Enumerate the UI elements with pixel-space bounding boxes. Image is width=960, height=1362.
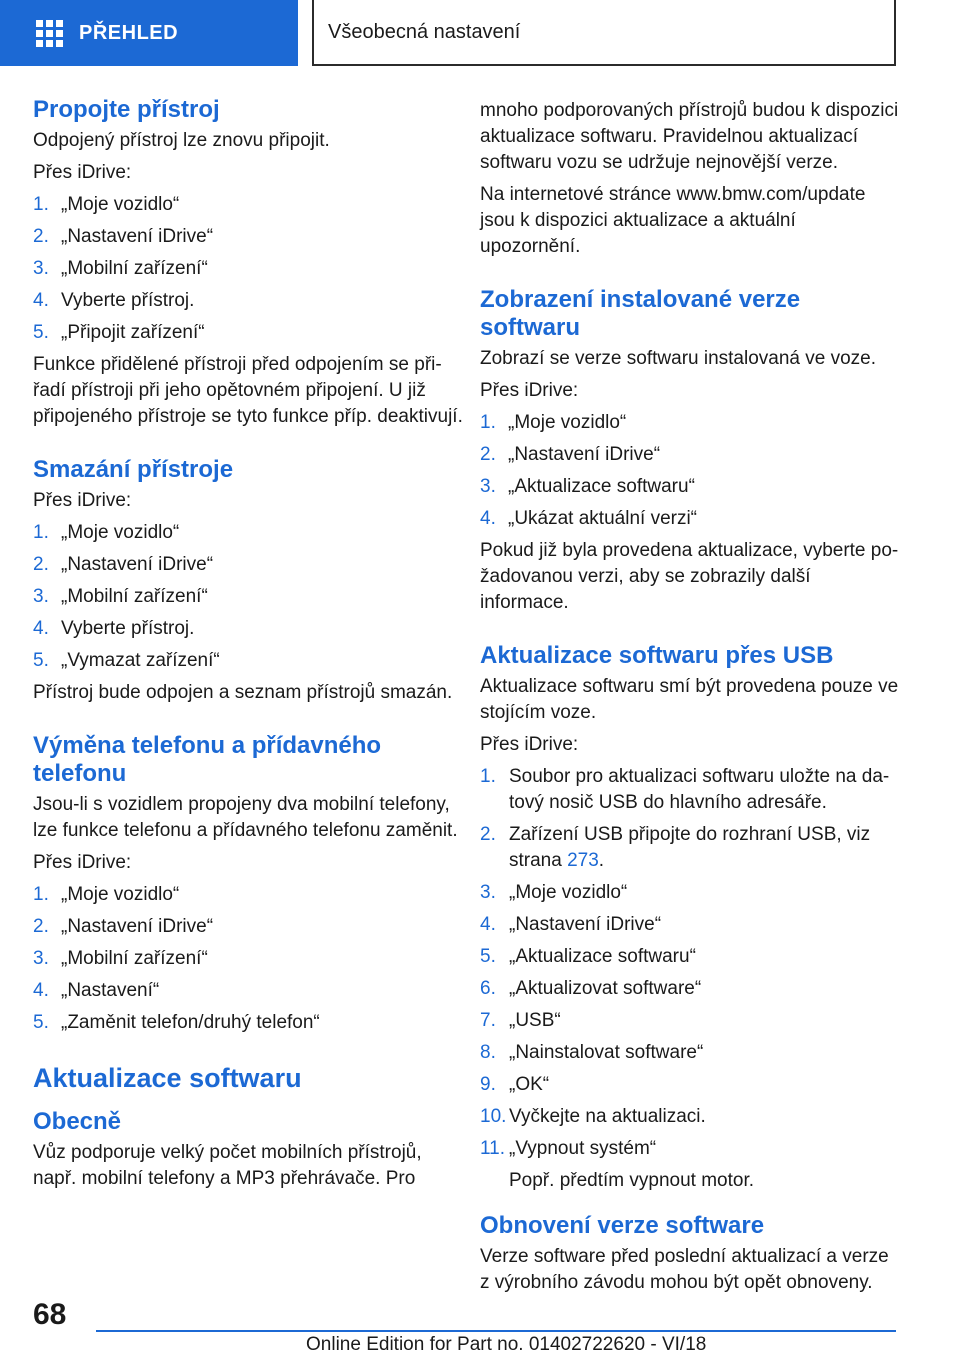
step-number: 3. bbox=[480, 882, 496, 903]
paragraph: Přes iDrive: bbox=[33, 162, 132, 183]
page-number: 68 bbox=[33, 1298, 67, 1331]
paragraph: Pokud již byla provedena aktualizace, vyberte požadovanou verzi, aby se zobrazily další informace. bbox=[480, 540, 899, 613]
step-number: 3. bbox=[480, 476, 496, 497]
step-number: 2. bbox=[33, 226, 49, 247]
paragraph: Verze software před poslední aktualizací a verze z výrobního závodu mohou být opět obnoveny. bbox=[480, 1246, 889, 1293]
paragraph: Přístroj bude odpojen a seznam přístrojů smazán. bbox=[33, 682, 453, 703]
sub-step-note: Popř. předtím vypnout motor. bbox=[509, 1170, 755, 1191]
left-column bbox=[33, 96, 463, 1198]
top-bar bbox=[0, 0, 960, 66]
list-item bbox=[480, 764, 900, 816]
step-number: 3. bbox=[33, 258, 49, 279]
list-item bbox=[33, 224, 463, 250]
step-text bbox=[509, 822, 900, 874]
chapter-heading-software-update: Aktualizace softwaru bbox=[33, 1063, 302, 1093]
section-heading-swap-phone: Výměna telefonu a přídavného telefonu bbox=[33, 732, 382, 787]
paragraph: Přes iDrive: bbox=[33, 490, 132, 511]
steps-list-swap-phone bbox=[33, 882, 463, 1036]
step-number: 2. bbox=[33, 554, 49, 575]
step-text: „OK“ bbox=[509, 1074, 550, 1095]
step-number: 8. bbox=[480, 1042, 496, 1063]
list-item bbox=[480, 474, 900, 500]
list-item bbox=[480, 1008, 900, 1034]
step-text: „Mobilní zařízení“ bbox=[61, 586, 208, 607]
list-item bbox=[33, 946, 463, 972]
paragraph: mnoho podporovaných přístrojů budou k dispozici aktualizace softwaru. Pravidelnou aktualizací softwaru vozu se udržuje nejnovější verze. bbox=[480, 100, 899, 173]
step-text-end: . bbox=[598, 850, 605, 871]
step-number: 2. bbox=[480, 444, 496, 465]
step-text: Soubor pro aktualizaci softwaru uložte na datový nosič USB do hlavního adresáře. bbox=[509, 766, 890, 813]
list-item bbox=[480, 944, 900, 970]
step-text: „Připojit zařízení“ bbox=[61, 322, 205, 343]
step-text: Vyberte přístroj. bbox=[61, 618, 195, 639]
list-item bbox=[480, 410, 900, 436]
step-text: „Moje vozidlo“ bbox=[61, 884, 180, 905]
section-tab[interactable]: Všeobecná nastavení bbox=[312, 0, 896, 66]
list-item bbox=[480, 976, 900, 1002]
step-number: 5. bbox=[33, 1012, 49, 1033]
list-item bbox=[480, 880, 900, 906]
step-text: „Mobilní zařízení“ bbox=[61, 258, 208, 279]
list-item bbox=[33, 914, 463, 940]
paragraph: Přes iDrive: bbox=[33, 852, 132, 873]
list-item bbox=[33, 1010, 463, 1036]
paragraph: Aktualizace softwaru smí být provedena pouze ve stojícím voze. bbox=[480, 676, 899, 723]
step-number: 4. bbox=[480, 914, 496, 935]
steps-list-delete bbox=[33, 520, 463, 674]
step-text: „Vypnout systém“ bbox=[509, 1138, 657, 1159]
steps-list-connect bbox=[33, 192, 463, 346]
step-number: 3. bbox=[33, 948, 49, 969]
step-number: 1. bbox=[480, 766, 496, 787]
step-text: „Mobilní zařízení“ bbox=[61, 948, 208, 969]
section-heading-delete: Smazání přístroje bbox=[33, 456, 234, 483]
paragraph: Na internetové stránce www.bmw.com/update jsou k dispozici aktualizace a aktuální upozornění. bbox=[480, 184, 866, 257]
step-text: Vyčkejte na aktualizaci. bbox=[509, 1106, 706, 1127]
list-item bbox=[480, 1040, 900, 1066]
step-text: Vyberte přístroj. bbox=[61, 290, 195, 311]
section-heading-restore-version: Obnovení verze software bbox=[480, 1212, 765, 1239]
step-text-part: Zařízení USB připojte do rozhraní USB, viz strana bbox=[509, 824, 871, 871]
step-text: „Moje vozidlo“ bbox=[508, 412, 627, 433]
list-item bbox=[480, 912, 900, 938]
list-item bbox=[480, 1136, 900, 1162]
step-number: 4. bbox=[33, 290, 49, 311]
step-number: 9. bbox=[480, 1074, 496, 1095]
step-number: 4. bbox=[33, 980, 49, 1001]
overview-label: PŘEHLED bbox=[79, 21, 179, 44]
steps-list-installed-version bbox=[480, 410, 900, 532]
step-number: 5. bbox=[33, 650, 49, 671]
step-number: 1. bbox=[480, 412, 496, 433]
section-heading-installed-version: Zobrazení instalované verze softwaru bbox=[480, 286, 801, 341]
step-text: „Nastavení“ bbox=[61, 980, 160, 1001]
list-item bbox=[33, 616, 463, 642]
page-reference-link[interactable]: 273 bbox=[567, 850, 599, 871]
step-text: „Nastavení iDrive“ bbox=[61, 916, 214, 937]
overview-tab[interactable] bbox=[0, 0, 298, 66]
step-number: 4. bbox=[480, 508, 496, 529]
step-text: „Nastavení iDrive“ bbox=[61, 554, 214, 575]
list-item bbox=[33, 288, 463, 314]
list-item bbox=[33, 978, 463, 1004]
section-heading-usb-update: Aktualizace softwaru přes USB bbox=[480, 642, 834, 669]
step-text: „Moje vozidlo“ bbox=[61, 522, 180, 543]
paragraph: Zobrazí se verze softwaru instalovaná ve voze. bbox=[480, 348, 877, 369]
step-number: 3. bbox=[33, 586, 49, 607]
list-item bbox=[480, 506, 900, 532]
paragraph: Přes iDrive: bbox=[480, 734, 579, 755]
list-item bbox=[33, 584, 463, 610]
step-number: 2. bbox=[33, 916, 49, 937]
step-text: „Nastavení iDrive“ bbox=[508, 444, 661, 465]
step-number: 5. bbox=[33, 322, 49, 343]
list-item bbox=[33, 552, 463, 578]
step-text: „Moje vozidlo“ bbox=[61, 194, 180, 215]
steps-list-usb-update bbox=[480, 764, 900, 1162]
footer-divider bbox=[96, 1330, 896, 1332]
step-number: 4. bbox=[33, 618, 49, 639]
section-heading-connect: Propojte přístroj bbox=[33, 96, 220, 123]
step-number: 1. bbox=[33, 522, 49, 543]
step-text: „Vymazat zařízení“ bbox=[61, 650, 220, 671]
paragraph: Vůz podporuje velký počet mobilních přístrojů, např. mobilní telefony a MP3 přehrávače. Pro bbox=[33, 1142, 422, 1189]
list-item bbox=[480, 822, 900, 874]
list-item bbox=[480, 1104, 900, 1130]
step-text: „USB“ bbox=[509, 1010, 561, 1031]
step-text: „Moje vozidlo“ bbox=[509, 882, 628, 903]
step-text: „Zaměnit telefon/druhý telefon“ bbox=[61, 1012, 320, 1033]
grid-icon bbox=[36, 20, 63, 47]
step-number: 2. bbox=[480, 824, 496, 845]
step-text: „Aktualizovat software“ bbox=[509, 978, 702, 999]
list-item bbox=[33, 520, 463, 546]
paragraph: Odpojený přístroj lze znovu připojit. bbox=[33, 130, 330, 151]
list-item bbox=[33, 648, 463, 674]
paragraph: Přes iDrive: bbox=[480, 380, 579, 401]
list-item bbox=[480, 1072, 900, 1098]
list-item bbox=[33, 192, 463, 218]
step-number: 5. bbox=[480, 946, 496, 967]
list-item bbox=[33, 882, 463, 908]
step-number: 11. bbox=[480, 1138, 506, 1159]
right-column bbox=[480, 98, 900, 1302]
step-text: „Nainstalovat software“ bbox=[509, 1042, 704, 1063]
step-number: 6. bbox=[480, 978, 496, 999]
list-item bbox=[33, 320, 463, 346]
step-text: „Aktualizace softwaru“ bbox=[509, 946, 696, 967]
step-number: 10. bbox=[480, 1106, 507, 1127]
list-item bbox=[480, 442, 900, 468]
paragraph: Funkce přidělené přístroji před odpojením se přiřadí přístroji při jeho opětovném připojení. U již připojeného přístroje se tyto funkce příp. deaktivují. bbox=[33, 354, 463, 427]
step-text: „Nastavení iDrive“ bbox=[509, 914, 662, 935]
step-number: 1. bbox=[33, 884, 49, 905]
paragraph: Jsou-li s vozidlem propojeny dva mobilní telefony, lze funkce telefonu a přídavného telefonu zaměnit. bbox=[33, 794, 458, 841]
footer-edition: Online Edition for Part no. 01402722620 - VI/18 bbox=[306, 1334, 707, 1355]
step-text: „Ukázat aktuální verzi“ bbox=[508, 508, 698, 529]
step-number: 1. bbox=[33, 194, 49, 215]
step-text: „Aktualizace softwaru“ bbox=[508, 476, 695, 497]
list-item bbox=[33, 256, 463, 282]
step-number: 7. bbox=[480, 1010, 496, 1031]
step-text: „Nastavení iDrive“ bbox=[61, 226, 214, 247]
section-heading-general: Obecně bbox=[33, 1108, 122, 1135]
